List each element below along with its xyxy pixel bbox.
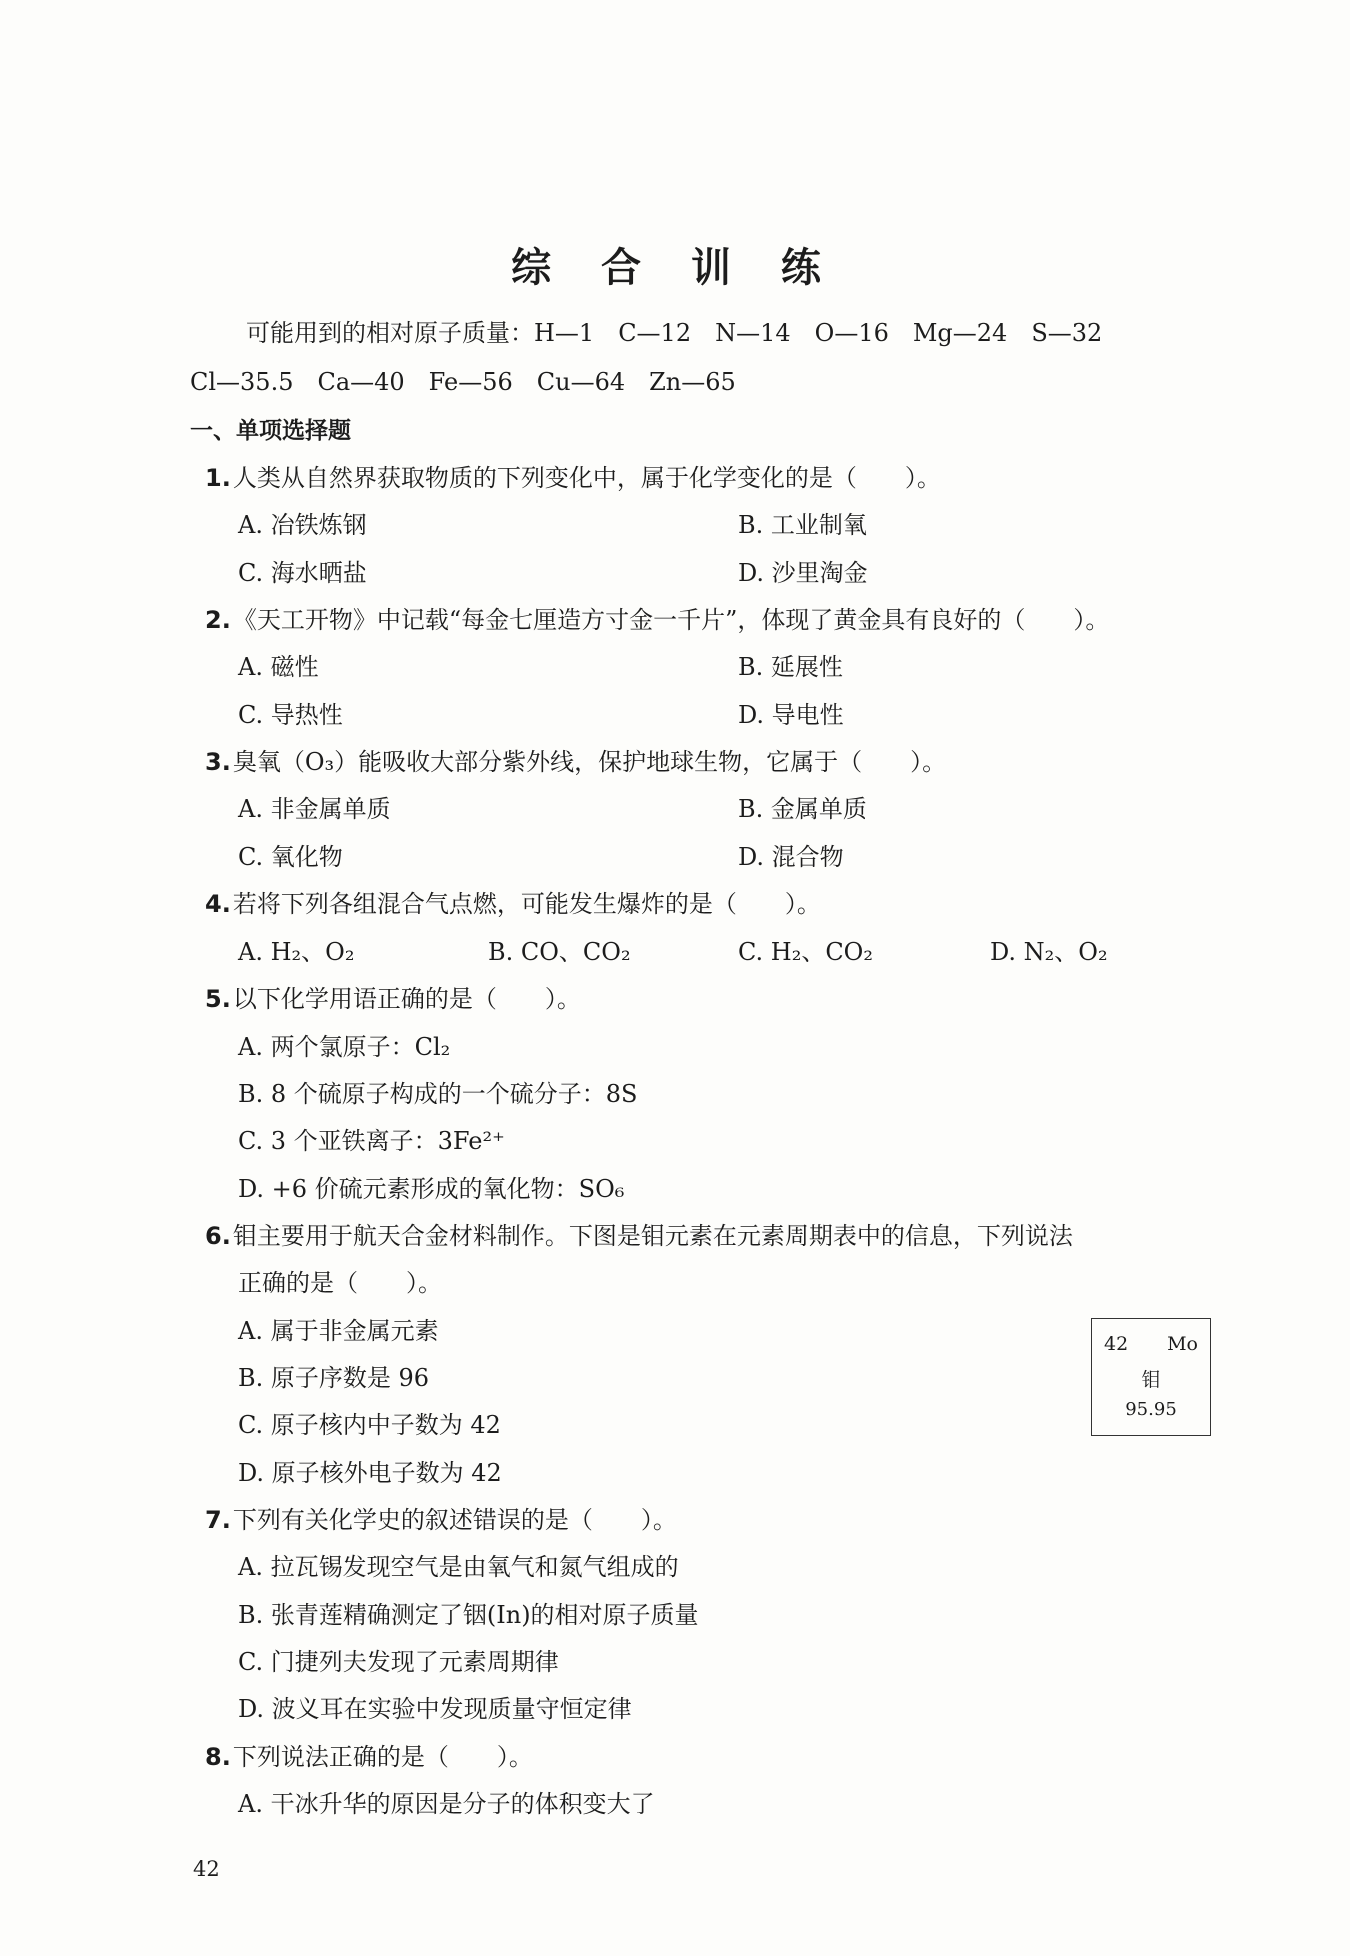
question-number: 4. [205,890,231,918]
question-3 [205,747,946,777]
q1-option-d: D. 沙里淘金 [738,559,868,587]
question-number: 7. [205,1506,231,1534]
question-number: 6. [205,1222,231,1250]
question-number: 3. [205,748,231,776]
question-1 [205,463,941,493]
question-text: 臭氧（O₃）能吸收大部分紫外线，保护地球生物，它属于（ ）。 [232,748,947,776]
q5-option-b: B. 8 个硫原子构成的一个硫分子：8S [238,1080,638,1108]
q7-option-a: A. 拉瓦锡发现空气是由氧气和氮气组成的 [238,1553,679,1581]
periodic-table-cell [1091,1318,1211,1436]
q6-option-c: C. 原子核内中子数为 42 [238,1411,501,1439]
question-5 [205,984,581,1014]
q1-option-b: B. 工业制氧 [738,511,867,539]
page-number: 42 [193,1857,220,1881]
question-6-cont: 正确的是（ ）。 [238,1269,442,1297]
q3-option-c: C. 氧化物 [238,843,343,871]
q8-option-a: A. 干冰升华的原因是分子的体积变大了 [238,1790,655,1818]
q5-option-a: A. 两个氯原子：Cl₂ [238,1033,451,1061]
q4-option-a: A. H₂、O₂ [238,938,355,966]
q4-option-d: D. N₂、O₂ [990,938,1108,966]
question-text: 下列说法正确的是（ ）。 [232,1743,533,1771]
element-name: 钼 [1141,1369,1161,1391]
q7-option-b: B. 张青莲精确测定了铟(In)的相对原子质量 [238,1601,699,1629]
page-title: 综 合 训 练 [511,245,839,291]
question-text: 以下化学用语正确的是（ ）。 [232,985,581,1013]
q6-option-b: B. 原子序数是 96 [238,1364,430,1392]
question-7 [205,1505,677,1535]
question-6 [205,1221,1073,1251]
question-number: 2. [205,606,231,634]
question-text: 《天工开物》中记载“每金七厘造方寸金一千片”，体现了黄金具有良好的（ ）。 [232,606,1110,634]
q3-option-d: D. 混合物 [738,843,844,871]
q4-option-b: B. CO、CO₂ [488,938,631,966]
q2-option-a: A. 磁性 [238,653,319,681]
question-number: 5. [205,985,231,1013]
q2-option-b: B. 延展性 [738,653,843,681]
question-text: 下列有关化学史的叙述错误的是（ ）。 [232,1506,677,1534]
q7-option-c: C. 门捷列夫发现了元素周期律 [238,1648,559,1676]
atomic-number: 42 [1104,1333,1129,1355]
atomic-mass-intro-cont: Cl—35.5 Ca—40 Fe—56 Cu—64 Zn—65 [190,368,736,396]
question-8 [205,1742,533,1772]
question-number: 1. [205,464,231,492]
q3-option-b: B. 金属单质 [738,795,867,823]
q6-option-a: A. 属于非金属元素 [238,1317,439,1345]
section-heading: 一、单项选择题 [190,418,351,444]
q4-option-c: C. H₂、CO₂ [738,938,873,966]
q3-option-a: A. 非金属单质 [238,795,391,823]
q5-option-c: C. 3 个亚铁离子：3Fe²⁺ [238,1127,505,1155]
q2-option-c: C. 导热性 [238,701,343,729]
question-text: 钼主要用于航天合金材料制作。下图是钼元素在元素周期表中的信息，下列说法 [232,1222,1073,1250]
element-symbol: Mo [1167,1333,1198,1355]
q6-option-d: D. 原子核外电子数为 42 [238,1459,502,1487]
q1-option-a: A. 冶铁炼钢 [238,511,367,539]
question-2 [205,605,1109,635]
atomic-mass-intro: 可能用到的相对原子质量：H—1 C—12 N—14 O—16 Mg—24 S—32 [246,319,1103,347]
q1-option-c: C. 海水晒盐 [238,559,367,587]
question-text: 人类从自然界获取物质的下列变化中，属于化学变化的是（ ）。 [232,464,941,492]
question-4 [205,889,821,919]
q7-option-d: D. 波义耳在实验中发现质量守恒定律 [238,1695,632,1723]
atomic-mass: 95.95 [1125,1399,1177,1420]
question-number: 8. [205,1743,231,1771]
q2-option-d: D. 导电性 [738,701,844,729]
question-text: 若将下列各组混合气点燃，可能发生爆炸的是（ ）。 [232,890,821,918]
q5-option-d: D. +6 价硫元素形成的氧化物：SO₆ [238,1175,625,1203]
